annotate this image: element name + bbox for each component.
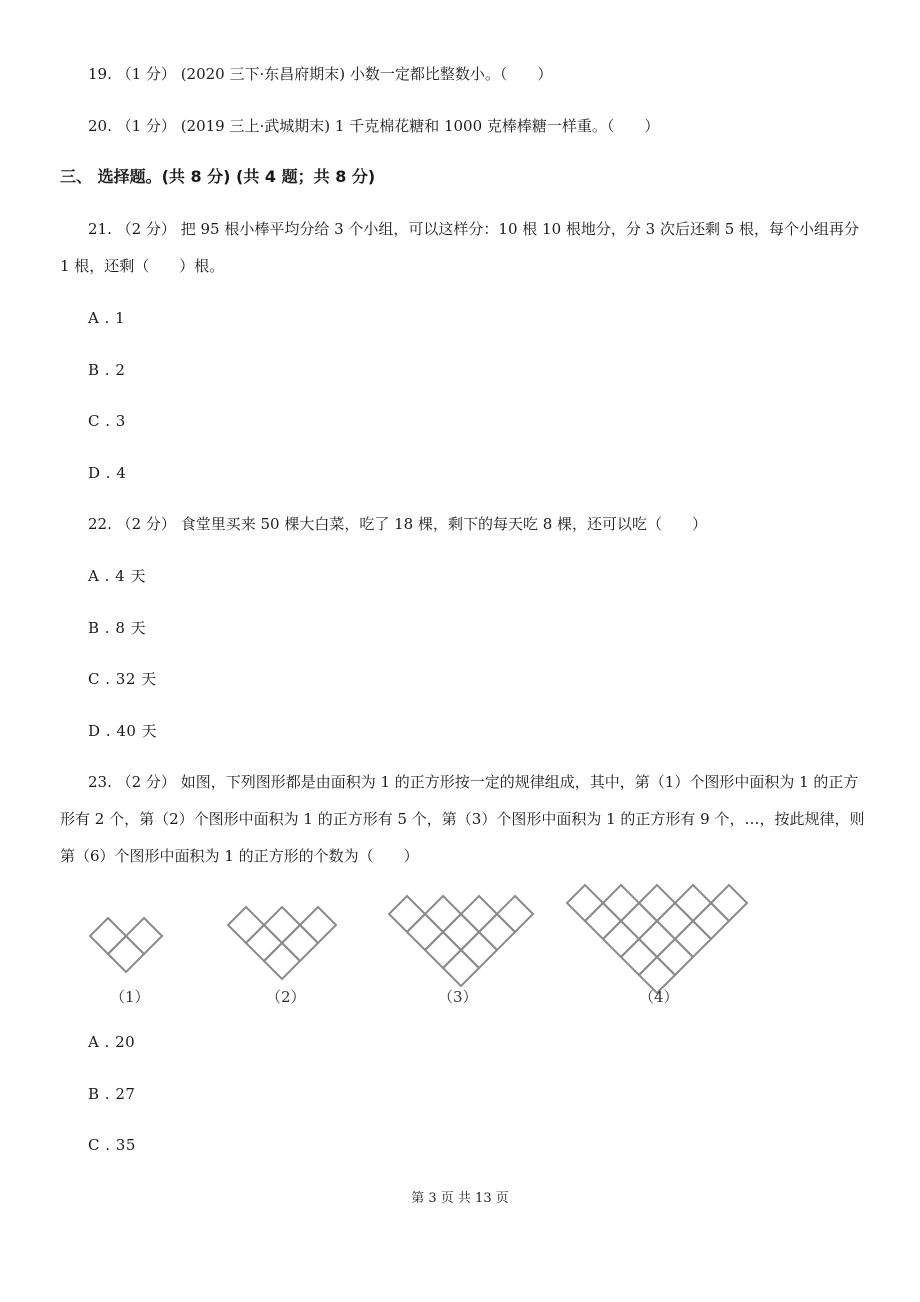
q21-option-c: C . 3 <box>88 412 126 430</box>
unit-square <box>657 903 693 939</box>
q22-option-d: D . 40 天 <box>88 722 158 740</box>
unit-square <box>675 921 711 957</box>
unit-square <box>443 914 479 950</box>
unit-square <box>228 907 264 943</box>
unit-square <box>461 932 497 968</box>
unit-square <box>693 903 729 939</box>
unit-square <box>246 925 282 961</box>
figure-label-2: （2） <box>266 988 306 1006</box>
unit-square <box>675 885 711 921</box>
unit-square <box>479 914 515 950</box>
q21-option-b: B . 2 <box>88 361 126 379</box>
unit-square <box>621 903 657 939</box>
unit-square <box>108 936 144 972</box>
unit-square <box>425 896 461 932</box>
q22-option-a: A . 4 天 <box>88 567 146 585</box>
unit-square <box>443 950 479 986</box>
unit-square <box>300 907 336 943</box>
unit-square <box>407 914 443 950</box>
unit-square <box>389 896 425 932</box>
pattern-figure-3 <box>389 896 533 986</box>
unit-square <box>461 896 497 932</box>
unit-square <box>425 932 461 968</box>
unit-square <box>711 885 747 921</box>
question-19: 19. （1 分） (2020 三下·东昌府期末) 小数一定都比整数小。（ ） <box>88 65 553 83</box>
q23-option-b: B . 27 <box>88 1085 136 1103</box>
unit-square <box>497 896 533 932</box>
unit-square <box>282 925 318 961</box>
question-22-stem: 22. （2 分） 食堂里买来 50 棵大白菜，吃了 18 棵，剩下的每天吃 8 棵，还可以吃（ ） <box>88 515 708 533</box>
question-23-stem: 23. （2 分） 如图，下列图形都是由面积为 1 的正方形按一定的规律组成，其中，第（1）个图形中面积为 1 的正方形有 2 个，第（2）个图形中面积为 1 的正方形有 5 个，第（3）个图形中面积为 1 的正方形有 9 个，…，按此规律，则第（6）个图形中面积为 1 的正方形的个数为（ ） <box>60 773 865 865</box>
question-20: 20. （1 分） (2019 三上·武城期末) 1 千克棉花糖和 1000 克棒棒糖一样重。（ ） <box>88 117 660 135</box>
unit-square <box>639 921 675 957</box>
unit-square <box>264 907 300 943</box>
figure-label-4: （4） <box>639 988 679 1006</box>
pattern-figure-2 <box>228 907 336 979</box>
q23-option-c: C . 35 <box>88 1136 136 1154</box>
unit-square <box>264 943 300 979</box>
unit-square <box>603 885 639 921</box>
unit-square <box>567 885 603 921</box>
page-footer: 第 3 页 共 13 页 <box>411 1191 509 1206</box>
q21-option-a: A . 1 <box>88 309 126 327</box>
section-title: 三、 选择题。(共 8 分) (共 4 题；共 8 分) <box>60 167 376 186</box>
q22-option-b: B . 8 天 <box>88 619 147 637</box>
unit-square <box>126 918 162 954</box>
unit-square <box>639 885 675 921</box>
unit-square <box>603 921 639 957</box>
pattern-figure-4 <box>567 885 747 993</box>
q22-option-c: C . 32 天 <box>88 670 157 688</box>
q23-option-a: A . 20 <box>88 1033 136 1051</box>
pattern-figure-1 <box>90 918 162 972</box>
unit-square <box>657 939 693 975</box>
q21-option-d: D . 4 <box>88 464 127 482</box>
unit-square <box>621 939 657 975</box>
figure-label-3: （3） <box>438 988 478 1006</box>
figure-label-1: （1） <box>110 988 150 1006</box>
question-21-stem: 21. （2 分） 把 95 根小棒平均分给 3 个小组，可以这样分：10 根 10 根地分，分 3 次后还剩 5 根，每个小组再分 1 根，还剩（ ）根。 <box>60 220 860 275</box>
unit-square <box>90 918 126 954</box>
unit-square <box>585 903 621 939</box>
